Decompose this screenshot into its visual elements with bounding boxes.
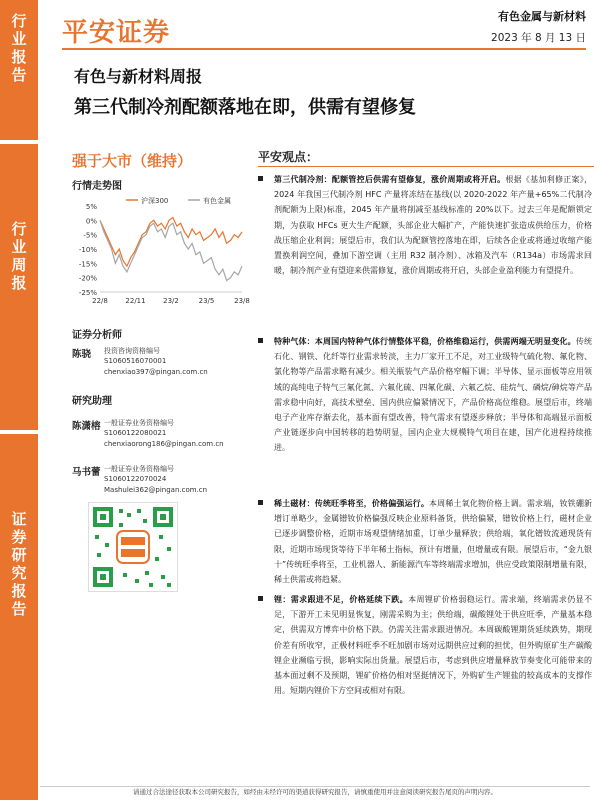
bullet-marker	[258, 176, 263, 181]
y-tick-label: 5%	[85, 203, 97, 211]
side-char: 告	[11, 600, 27, 618]
side-char: 究	[11, 564, 27, 582]
side-label-weekly	[0, 220, 38, 292]
side-banner	[0, 0, 38, 800]
chart-title: 行情走势图	[72, 181, 122, 192]
assistant-license: S1060122080021	[104, 429, 167, 437]
legend-label: 沪深300	[141, 197, 169, 205]
side-label-securities	[0, 510, 38, 618]
assistant-name: 马书蕾	[72, 467, 101, 478]
assistant-qualification: 一般证券业务资格编号	[104, 465, 174, 473]
series-line	[100, 220, 242, 280]
y-tick-label: -10%	[78, 246, 97, 254]
side-char: 行	[11, 220, 27, 238]
footer-disclaimer: 请通过合法途径获取本公司研究报告，如经由未经许可的渠道获得研究报告，请慎重使用并注意阅读研究报告尾页的声明内容。	[133, 788, 497, 796]
assistant-heading: 研究助理	[72, 396, 112, 407]
assistant-email[interactable]: chenxiaorong186@pingan.com.cn	[104, 440, 224, 448]
y-tick-label: -15%	[78, 260, 97, 269]
y-tick-label: -5%	[83, 231, 97, 240]
viewpoint-item	[258, 172, 592, 278]
bullet-marker	[258, 596, 263, 601]
analyst-name: 陈骁	[72, 349, 92, 360]
report-title: 第三代制冷剂配额落地在即，供需有望修复	[74, 97, 416, 118]
viewpoint-lead: 稀土磁材：传统旺季将至，价格偏强运行。	[274, 499, 429, 508]
bullet-marker	[258, 500, 263, 505]
company-logo: 平安证券	[62, 18, 171, 48]
viewpoint-text	[274, 592, 592, 698]
analyst-heading: 证券分析师	[72, 330, 122, 341]
viewpoints-heading: 平安观点：	[258, 150, 319, 164]
viewpoint-lead: 锂：需求跟进不足，价格延续下跌。	[274, 595, 409, 604]
side-char: 报	[11, 582, 27, 600]
y-tick-label: -25%	[78, 289, 97, 297]
side-char: 研	[11, 546, 27, 564]
y-tick-label: 0%	[85, 217, 97, 226]
viewpoint-lead: 第三代制冷剂：配额管控后供需有望修复，涨价周期或将开启。	[274, 175, 506, 184]
viewpoint-lead: 特种气体：本周国内特种气体行情整体平稳，价格维稳运行，供需两端无明显变化。	[274, 337, 576, 346]
side-char: 业	[11, 238, 27, 256]
viewpoint-item	[258, 592, 592, 698]
qr-code-graphic	[89, 503, 177, 591]
assistant-email[interactable]: Mashulei362@pingan.com.cn	[104, 486, 208, 494]
side-divider	[0, 430, 38, 434]
bullet-marker	[258, 338, 263, 343]
viewpoint-body: 本周锂矿价格弱稳运行。需求端，终端需求仍显不足，下游开工未见明显恢复，刚需采购为主；供给端，碳酸锂处于供应旺季，产量基本稳定，供需双方博弈中价格下跌。仍需关注需求跟进情况。本周碳酸锂期货延续跌势，期现价差有所收窄，正极材料旺季不旺加剧市场对远期供应过剩的担忧，但外购原矿生产碳酸锂企业濒临亏损，影响实际出货量。展望后市，考虑到供应增量释放节奏变化可能带来的基本面过剩不及预期，锂矿价格仍相对坚挺情况下，外购矿生产锂盐的较高成本的支撑作用。短期内锂价下方空间或相对有限。	[274, 595, 593, 696]
side-char: 行	[11, 12, 27, 30]
viewpoint-body: 本周稀土氧化物价格上调。需求端，钕铁硼新增订单略少，金属镨钕价格偏强反映企业原料备货，供给偏紧，镨钕价格上行，磁材企业已逐步调整价格，近期市场观望情绪加重，订单少量释放；供给端，氧化镨钕流通现货有限，近期市场现货等待下半年稀土指标，预计有增量，但增量或有限。展望后市，“金九银十”传统旺季将至，工业机器人、新能源汽车等终端需求增加，供应受政策限制增量有限，稀土供需或将趋紧。	[274, 499, 592, 585]
viewpoint-body: 根据《基加利修正案》，2024 年我国三代制冷剂 HFC 产量将冻结在基线(以 2020-2022 年产量+65%二代制冷剂配额为上限)标准，2045 年产量将削减至基线标准的 20%以下。过去三年是配额锁定期，为获取 HFCs 更大生产配额，头部企业大幅扩产，产能快速扩张造成供给压力，价格战压缩企业利润；展望后市，我们认为配额管控落地在即，后续各企业或将通过收缩产能置换利润空间，叠加下游空调（主用 R32 制冷剂）、冰箱及汽车（R134a）市场需求回暖，制冷剂产业有望迎来供需修复，涨价周期或将开启，头部企业盈利能力有望提升。	[274, 175, 593, 276]
side-char: 券	[11, 528, 27, 546]
viewpoint-text	[274, 172, 592, 278]
assistant-qualification: 一般证券业务资格编号	[104, 419, 174, 427]
side-char: 周	[11, 256, 27, 274]
assistant-license: S1060122070024	[104, 475, 167, 483]
side-char: 告	[11, 66, 27, 84]
side-divider	[0, 140, 38, 144]
viewpoint-body: 传统石化、钢铁、化纤等行业需求转淡，主力厂家开工不足，对工业级特气硫化物、氟化物、氯化物等产品需求略有减少。相关瓶装气产品价格窄幅下调；半导体、显示面板等应用领域的高纯电子特气三氟化氮、六氟化硫、四氟化碳、六氟乙烷、硅烷气、磷烷/砷烷等产品需求稳中向好，高技术壁垒、国内供应偏紧情况下，产品价格高位维稳。展望后市，终端电子产业库存渐去化，基本面有望改善，特气需求有望逐步释放；半导体和高端显示面板产业链逐步向中国转移的趋势明显，国内企业大规模特气项目在建，国产化进程持续推进。	[274, 337, 593, 453]
qr-code[interactable]	[88, 502, 178, 592]
assistant-name: 陈潇榕	[72, 421, 101, 432]
viewpoint-text	[274, 496, 592, 587]
viewpoint-text	[274, 334, 592, 456]
x-tick-label: 23/2	[163, 297, 179, 305]
side-char: 证	[11, 510, 27, 528]
x-tick-label: 22/8	[92, 297, 108, 305]
viewpoints-divider	[258, 166, 594, 167]
side-char: 报	[11, 274, 27, 292]
chart-svg	[70, 196, 250, 316]
y-tick-label: -20%	[78, 274, 97, 283]
legend-label: 有色金属	[203, 197, 231, 205]
report-subtitle: 有色与新材料周报	[74, 67, 203, 86]
rating: 强于大市（维持）	[72, 152, 193, 170]
header-divider	[62, 48, 586, 50]
report-date: 2023 年 8 月 13 日	[491, 32, 586, 44]
side-label-report-type	[0, 12, 38, 84]
viewpoint-item	[258, 496, 592, 587]
analyst-email[interactable]: chenxiao397@pingan.com.cn	[104, 368, 208, 376]
industry-label: 有色金属与新材料	[498, 10, 586, 23]
side-char: 业	[11, 30, 27, 48]
viewpoint-item	[258, 334, 592, 456]
analyst-license: S1060516070001	[104, 357, 167, 365]
analyst-qualification: 投资咨询资格编号	[104, 347, 160, 355]
x-tick-label: 23/8	[234, 297, 250, 305]
side-char: 报	[11, 48, 27, 66]
x-tick-label: 22/11	[125, 297, 146, 305]
price-trend-chart	[70, 196, 250, 316]
x-tick-label: 23/5	[198, 297, 215, 305]
